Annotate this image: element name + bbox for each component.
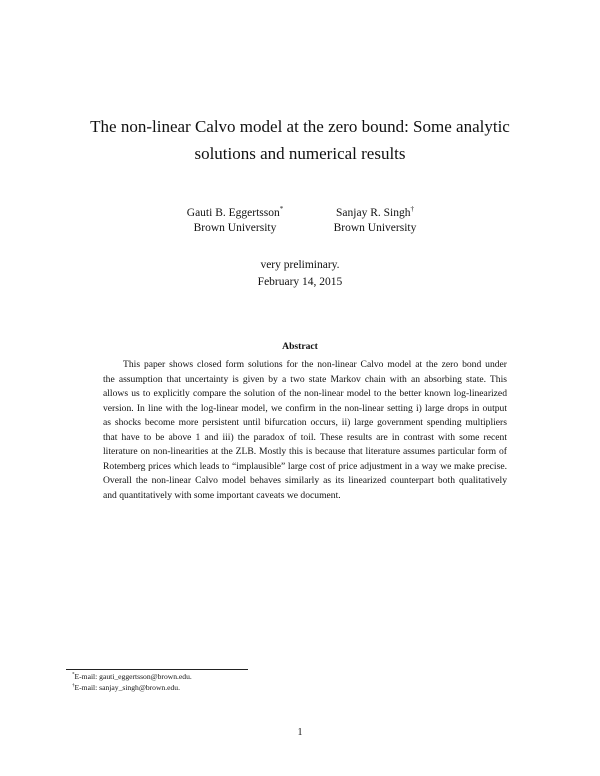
title-line-1: The non-linear Calvo model at the zero bound: Some analytic: [90, 117, 510, 136]
footnote-2: [72, 683, 180, 692]
author-mark: *: [279, 205, 284, 213]
footnote-mark: *: [72, 672, 75, 678]
author-mark: †: [410, 205, 414, 213]
abstract-line: as shocks become more persistent until bifurcation occurs, ii) large government spending multipliers: [103, 417, 507, 428]
footnote-text: E-mail: sanjay_singh@brown.edu.: [74, 683, 180, 692]
abstract-line: version. In line with the log-linear model, we confirm in the non-linear setting i) large drops in output: [103, 402, 507, 414]
date: February 14, 2015: [257, 276, 343, 288]
author-name: Gauti B. Eggertsson: [186, 206, 280, 219]
status-note: very preliminary.: [260, 259, 340, 271]
author-2: [310, 205, 440, 234]
abstract-line: the assumption that uncertainty is given by a two state Markov chain with an absorbing state. This: [103, 373, 507, 385]
abstract-line: that have to be above 1 and iii) the paradox of toil. These results are in contrast with some recent: [103, 431, 507, 443]
author-1: [160, 205, 310, 234]
page-number: 1: [297, 727, 303, 738]
abstract-line: literature on non-linearities at the ZLB. Mostly this is because that literature assumes particular form of: [103, 446, 507, 457]
author-affiliation: Brown University: [193, 221, 277, 234]
author-name: Sanjay R. Singh: [336, 206, 411, 219]
footnote-text: E-mail: gauti_eggertsson@brown.edu.: [74, 672, 192, 681]
abstract-line: allows us to explicitly compare the solution of the non-linear model to the better known log-linearized: [103, 388, 507, 399]
abstract-heading: Abstract: [282, 341, 318, 352]
footnote-mark: †: [72, 683, 75, 689]
author-affiliation: Brown University: [333, 221, 417, 234]
abstract-line: Rotemberg prices which leads to “implausible” large cost of price adjustment in a way we make precise.: [103, 460, 507, 472]
title-line-2: solutions and numerical results: [194, 144, 406, 163]
footnote-rule: [66, 669, 248, 670]
footnote-1: [72, 672, 192, 681]
abstract-line: and quantitatively with some important caveats we document.: [103, 489, 341, 501]
abstract-line: Overall the non-linear Calvo model behaves similarly as its linearized counterpart both qualitatively: [103, 475, 507, 486]
abstract-line: This paper shows closed form solutions for the non-linear Calvo model at the zero bond under: [123, 359, 507, 370]
